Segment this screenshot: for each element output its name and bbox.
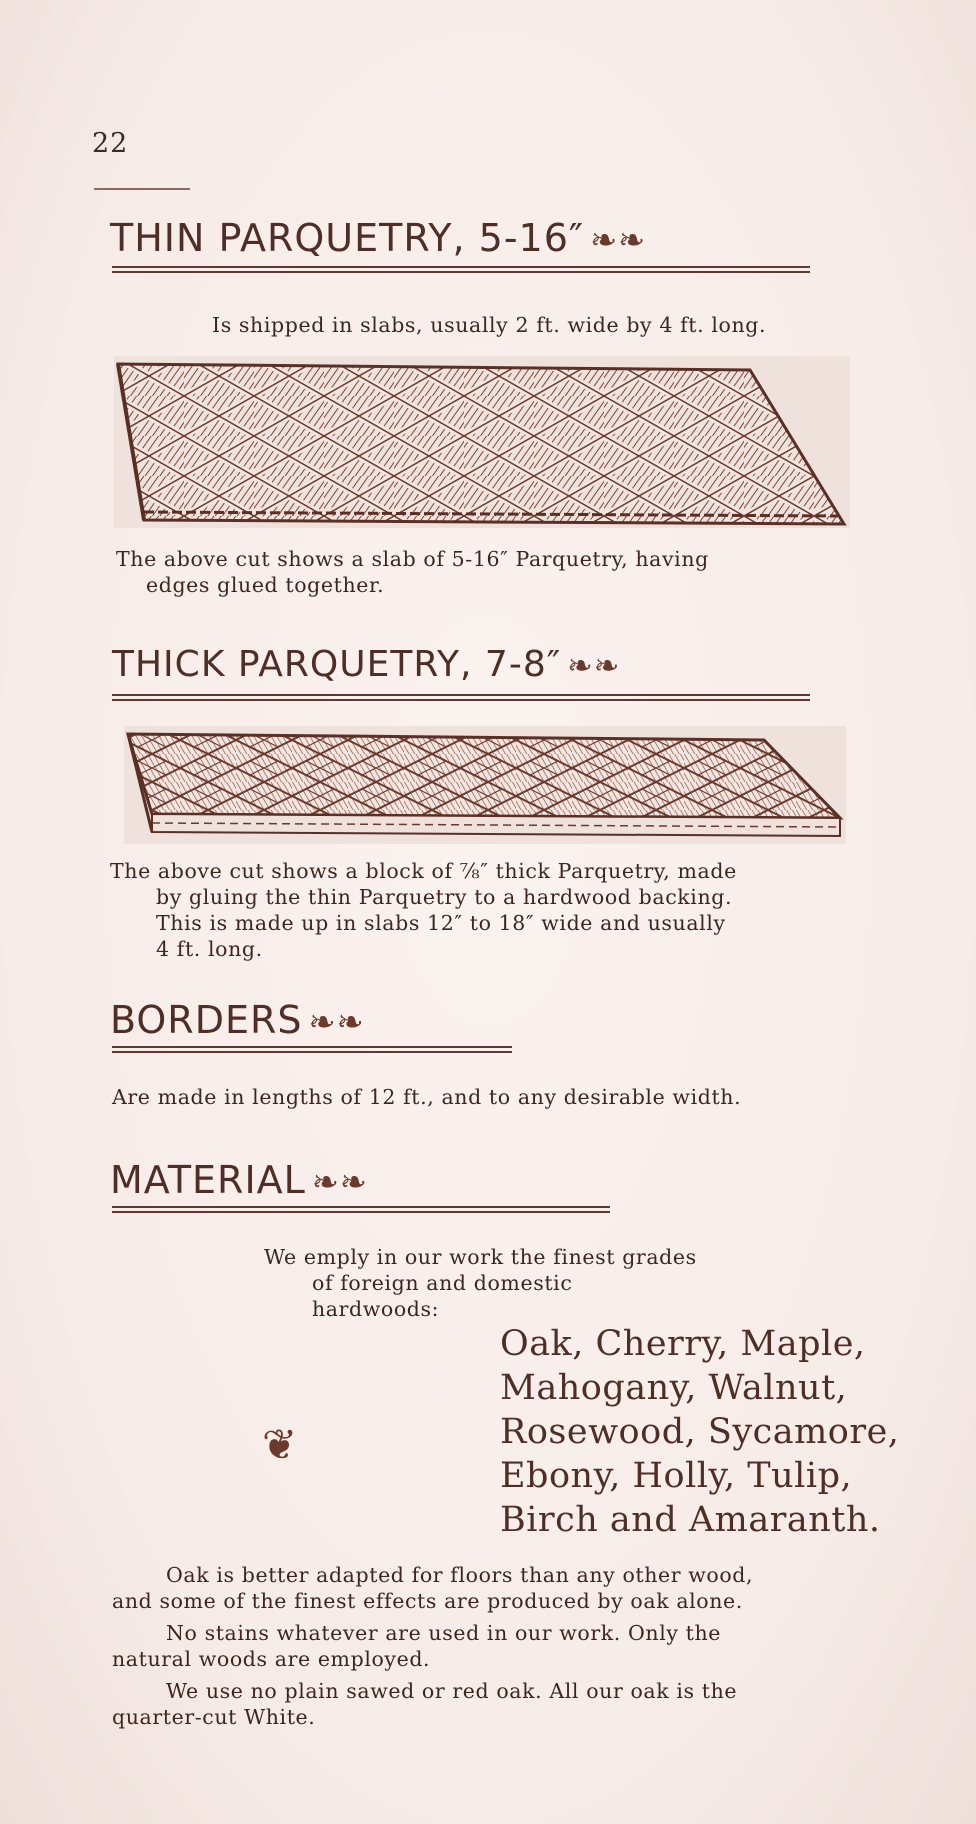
borders-rule [112, 1046, 512, 1053]
thick-parquetry-ornament: ❧❧ [567, 649, 621, 684]
stains-paragraph-line-2: natural woods are employed. [112, 1647, 431, 1671]
page-number-rule [94, 188, 190, 190]
red-oak-paragraph-line-2: quarter-cut White. [112, 1705, 316, 1729]
thick-parquetry-rule [112, 694, 810, 701]
material-heading [110, 1158, 368, 1202]
thin-parquetry-illustration [114, 356, 850, 528]
material-title: MATERIAL [110, 1158, 306, 1202]
material-ornament: ❧❧ [311, 1163, 368, 1201]
oak-paragraph-line-2: and some of the finest effects are produced by oak alone. [112, 1589, 743, 1613]
material-intro-line-3: hardwoods: [312, 1297, 440, 1321]
thin-caption-line-2: edges glued together. [146, 573, 385, 597]
thick-parquetry-heading [112, 644, 620, 685]
thick-parquetry-title: THICK PARQUETRY, 7-8″ [112, 644, 562, 685]
wood-list-line-4: Ebony, Holly, Tulip, [500, 1456, 853, 1496]
thick-parquetry-engraving [124, 726, 846, 844]
wood-list-line-5: Birch and Amaranth. [500, 1500, 881, 1540]
material-rule [112, 1206, 610, 1213]
thin-shipping-note: Is shipped in slabs, usually 2 ft. wide by 4 ft. long. [212, 313, 767, 337]
wood-list-line-1: Oak, Cherry, Maple, [500, 1324, 866, 1364]
wood-list-line-2: Mahogany, Walnut, [500, 1368, 848, 1408]
thin-parquetry-rule [112, 266, 810, 273]
thin-parquetry-ornament: ❧❧ [590, 221, 647, 259]
thick-caption-line-2: by gluing the thin Parquetry to a hardwood backing. [156, 885, 733, 909]
thin-parquetry-title: THIN PARQUETRY, 5-16″ [110, 216, 585, 260]
oak-paragraph-line-1: Oak is better adapted for floors than any other wood, [166, 1563, 754, 1587]
thick-parquetry-illustration [124, 726, 846, 844]
page-number: 22 [92, 128, 129, 159]
material-intro-line-2: of foreign and domestic [312, 1271, 573, 1295]
stains-paragraph-line-1: No stains whatever are used in our work. Only the [166, 1621, 722, 1645]
leaf-ornament: ❦ [262, 1420, 298, 1469]
borders-text: Are made in lengths of 12 ft., and to any desirable width. [112, 1085, 742, 1109]
borders-ornament: ❧❧ [308, 1003, 365, 1041]
borders-heading [110, 998, 365, 1042]
thin-parquetry-heading [110, 216, 646, 260]
thick-caption-line-3: This is made up in slabs 12″ to 18″ wide and usually [156, 911, 726, 935]
wood-list-line-3: Rosewood, Sycamore, [500, 1412, 900, 1452]
thick-caption-line-4: 4 ft. long. [156, 937, 263, 961]
thin-parquetry-engraving [114, 356, 850, 528]
wood-list [500, 1322, 899, 1542]
red-oak-paragraph-line-1: We use no plain sawed or red oak. All our oak is the [166, 1679, 738, 1703]
thick-caption-line-1: The above cut shows a block of ⅞″ thick Parquetry, made [110, 859, 737, 883]
borders-title: BORDERS [110, 998, 303, 1042]
thin-caption-line-1: The above cut shows a slab of 5-16″ Parquetry, having [116, 547, 709, 571]
material-intro-line-1: We emply in our work the finest grades [264, 1245, 697, 1269]
